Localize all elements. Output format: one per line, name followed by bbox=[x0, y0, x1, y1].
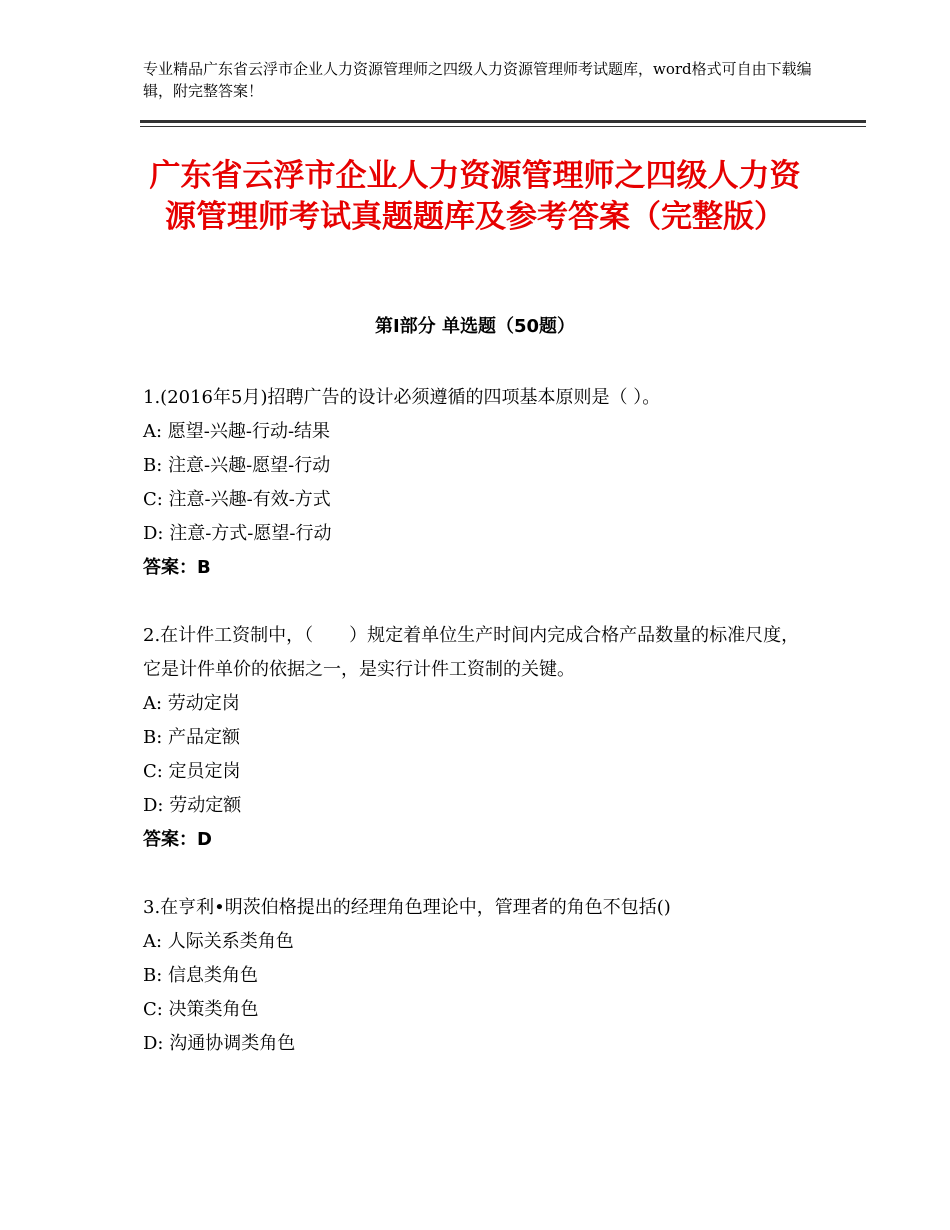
question-text: 2.在计件工资制中，（ ）规定着单位生产时间内完成合格产品数量的标准尺度，它是计件单价的依据之一，是实行计件工资制的关键。 bbox=[143, 625, 800, 680]
header-note: 专业精品广东省云浮市企业人力资源管理师之四级人力资源管理师考试题库，word格式可自由下载编辑，附完整答案！ bbox=[143, 60, 812, 100]
option-b: B: 信息类角色 bbox=[143, 965, 259, 986]
answer-label: 答案：D bbox=[143, 829, 212, 850]
option-a: A: 人际关系类角色 bbox=[143, 931, 294, 952]
option-a: A: 劳动定岗 bbox=[143, 693, 240, 714]
question-3 bbox=[143, 891, 803, 1061]
option-d: D: 劳动定额 bbox=[143, 795, 242, 816]
answer-label: 答案：B bbox=[143, 557, 211, 578]
question-2 bbox=[143, 619, 803, 857]
option-d: D: 注意-方式-愿望-行动 bbox=[143, 523, 332, 544]
option-c: C: 定员定岗 bbox=[143, 761, 241, 782]
option-b: B: 注意-兴趣-愿望-行动 bbox=[143, 455, 331, 476]
section-heading: 第Ⅰ部分 单选题（50题） bbox=[374, 316, 575, 337]
question-list bbox=[143, 381, 803, 1095]
option-d: D: 沟通协调类角色 bbox=[143, 1033, 296, 1054]
question-text: 3.在亨利•明茨伯格提出的经理角色理论中，管理者的角色不包括() bbox=[143, 897, 671, 918]
option-c: C: 注意-兴趣-有效-方式 bbox=[143, 489, 331, 510]
header-rule-thick bbox=[140, 120, 866, 123]
option-a: A: 愿望-兴趣-行动-结果 bbox=[143, 421, 331, 442]
question-1 bbox=[143, 381, 803, 585]
option-c: C: 决策类角色 bbox=[143, 999, 259, 1020]
header-rule-thin bbox=[140, 126, 866, 127]
document-title: 广东省云浮市企业人力资源管理师之四级人力资源管理师考试真题题库及参考答案（完整版） bbox=[149, 158, 801, 235]
question-text: 1.(2016年5月)招聘广告的设计必须遵循的四项基本原则是（ ）。 bbox=[143, 387, 661, 408]
option-b: B: 产品定额 bbox=[143, 727, 241, 748]
